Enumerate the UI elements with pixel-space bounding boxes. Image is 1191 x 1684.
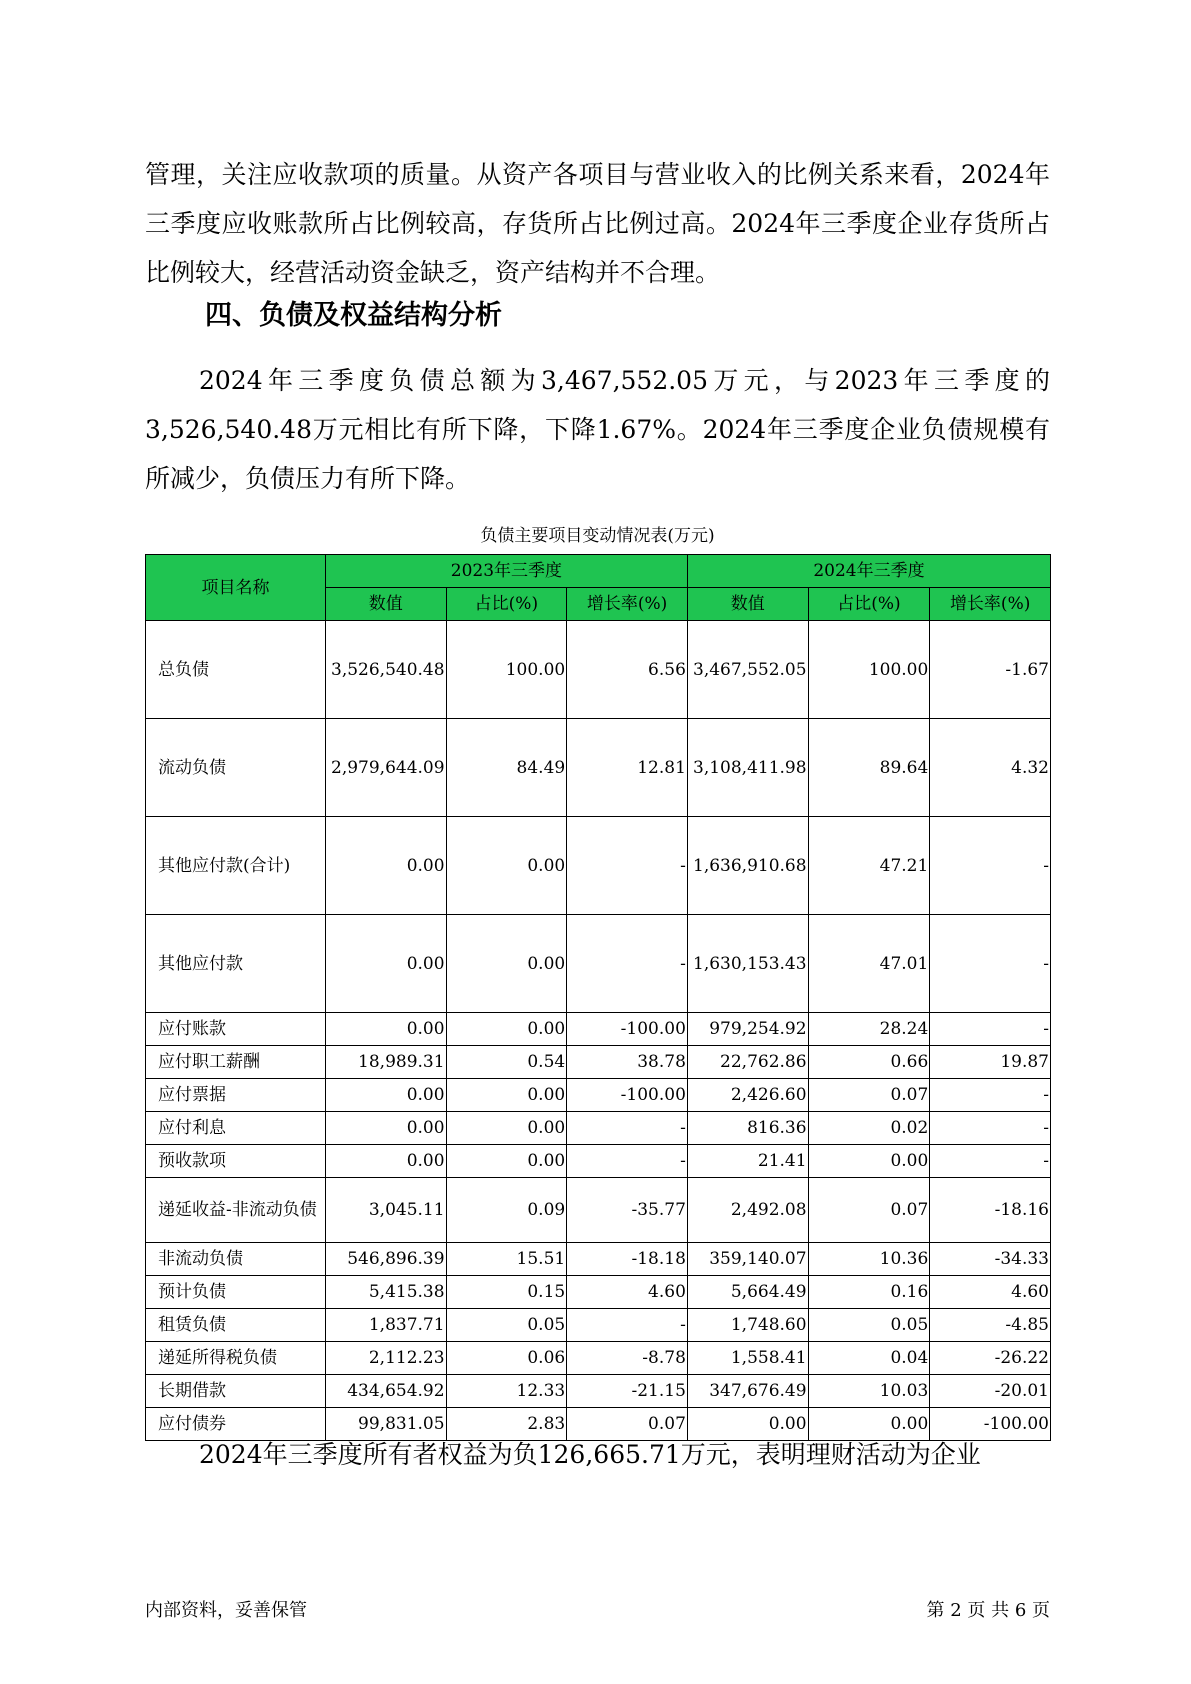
cell-v23: 0.00 — [325, 1079, 446, 1112]
cell-g24: -4.85 — [930, 1309, 1051, 1342]
table-row — [146, 1309, 1051, 1342]
table-row — [146, 1243, 1051, 1276]
cell-s23: 0.00 — [446, 1145, 567, 1178]
cell-g23: -100.00 — [567, 1079, 688, 1112]
cell-s23: 0.00 — [446, 915, 567, 1013]
cell-v23: 3,045.11 — [325, 1178, 446, 1243]
cell-v24: 3,467,552.05 — [687, 621, 808, 719]
cell-g23: 38.78 — [567, 1046, 688, 1079]
cell-g23: -21.15 — [567, 1375, 688, 1408]
cell-s23: 0.09 — [446, 1178, 567, 1243]
table-row — [146, 915, 1051, 1013]
cell-s23: 0.05 — [446, 1309, 567, 1342]
row-label: 其他应付款 — [146, 915, 326, 1013]
table-row — [146, 1178, 1051, 1243]
cell-g24: -34.33 — [930, 1243, 1051, 1276]
row-label: 长期借款 — [146, 1375, 326, 1408]
row-label: 应付账款 — [146, 1013, 326, 1046]
table-row — [146, 1079, 1051, 1112]
row-label: 流动负债 — [146, 719, 326, 817]
cell-g23: 6.56 — [567, 621, 688, 719]
header-share-2024: 占比(%) — [808, 588, 930, 621]
cell-v23: 18,989.31 — [325, 1046, 446, 1079]
cell-v24: 21.41 — [687, 1145, 808, 1178]
cell-s24: 0.16 — [808, 1276, 930, 1309]
cell-v23: 434,654.92 — [325, 1375, 446, 1408]
cell-g24: -26.22 — [930, 1342, 1051, 1375]
cell-s23: 84.49 — [446, 719, 567, 817]
cell-g23: -35.77 — [567, 1178, 688, 1243]
header-growth-2024: 增长率(%) — [930, 588, 1051, 621]
cell-v23: 3,526,540.48 — [325, 621, 446, 719]
body-paragraph-2: 2024年三季度负债总额为3,467,552.05万元，与2023年三季度的3,526,540.48万元相比有所下降，下降1.67%。2024年三季度企业负债规模有所减少，负债压力有所下降。 — [145, 366, 1050, 493]
cell-s23: 100.00 — [446, 621, 567, 719]
cell-v24: 1,558.41 — [687, 1342, 808, 1375]
cell-s24: 28.24 — [808, 1013, 930, 1046]
cell-g24: - — [930, 1145, 1051, 1178]
cell-g23: - — [567, 1309, 688, 1342]
section-heading: 四、负债及权益结构分析 — [205, 300, 502, 331]
cell-g24: 4.60 — [930, 1276, 1051, 1309]
table-caption: 负债主要项目变动情况表(万元) — [480, 526, 715, 546]
cell-s23: 0.00 — [446, 817, 567, 915]
cell-g24: 4.32 — [930, 719, 1051, 817]
row-label: 递延收益-非流动负债 — [146, 1178, 326, 1243]
row-label: 总负债 — [146, 621, 326, 719]
cell-v24: 3,108,411.98 — [687, 719, 808, 817]
table-row — [146, 1276, 1051, 1309]
cell-v24: 359,140.07 — [687, 1243, 808, 1276]
cell-v24: 5,664.49 — [687, 1276, 808, 1309]
cell-s23: 12.33 — [446, 1375, 567, 1408]
cell-v24: 347,676.49 — [687, 1375, 808, 1408]
cell-g24: 19.87 — [930, 1046, 1051, 1079]
table-row — [146, 1375, 1051, 1408]
row-label: 应付票据 — [146, 1079, 326, 1112]
row-label: 应付职工薪酬 — [146, 1046, 326, 1079]
cell-s24: 0.02 — [808, 1112, 930, 1145]
cell-v24: 22,762.86 — [687, 1046, 808, 1079]
cell-g23: 12.81 — [567, 719, 688, 817]
cell-g24: -100.00 — [930, 1408, 1051, 1441]
header-period-2024: 2024年三季度 — [687, 555, 1050, 588]
cell-s24: 0.07 — [808, 1178, 930, 1243]
cell-g23: - — [567, 1112, 688, 1145]
cell-v24: 0.00 — [687, 1408, 808, 1441]
cell-s24: 0.04 — [808, 1342, 930, 1375]
header-value-2024: 数值 — [687, 588, 808, 621]
cell-s23: 0.00 — [446, 1079, 567, 1112]
table-row — [146, 1342, 1051, 1375]
cell-v23: 546,896.39 — [325, 1243, 446, 1276]
cell-g23: - — [567, 817, 688, 915]
cell-g23: 4.60 — [567, 1276, 688, 1309]
cell-s24: 0.07 — [808, 1079, 930, 1112]
cell-s24: 10.03 — [808, 1375, 930, 1408]
cell-v24: 816.36 — [687, 1112, 808, 1145]
table-row — [146, 1013, 1051, 1046]
header-value-2023: 数值 — [325, 588, 446, 621]
row-label: 预计负债 — [146, 1276, 326, 1309]
cell-v23: 2,112.23 — [325, 1342, 446, 1375]
cell-g23: 0.07 — [567, 1408, 688, 1441]
liability-table — [145, 554, 1051, 1441]
cell-g24: - — [930, 1013, 1051, 1046]
cell-s24: 0.00 — [808, 1408, 930, 1441]
table-body — [146, 621, 1051, 1441]
cell-v23: 99,831.05 — [325, 1408, 446, 1441]
footer-note: 内部资料，妥善保管 — [145, 1600, 307, 1621]
row-label: 应付利息 — [146, 1112, 326, 1145]
row-label: 非流动负债 — [146, 1243, 326, 1276]
cell-v23: 1,837.71 — [325, 1309, 446, 1342]
cell-s23: 0.06 — [446, 1342, 567, 1375]
cell-v24: 2,426.60 — [687, 1079, 808, 1112]
cell-s23: 0.54 — [446, 1046, 567, 1079]
cell-v24: 2,492.08 — [687, 1178, 808, 1243]
table-row — [146, 621, 1051, 719]
row-label: 递延所得税负债 — [146, 1342, 326, 1375]
cell-s24: 0.00 — [808, 1145, 930, 1178]
row-label: 应付债券 — [146, 1408, 326, 1441]
body-paragraph-3: 2024年三季度所有者权益为负126,665.71万元，表明理财活动为企业 — [199, 1440, 981, 1469]
table-row — [146, 719, 1051, 817]
page-number: 第 2 页 共 6 页 — [926, 1600, 1050, 1621]
cell-v24: 1,748.60 — [687, 1309, 808, 1342]
header-period-2023: 2023年三季度 — [325, 555, 687, 588]
cell-v24: 1,630,153.43 — [687, 915, 808, 1013]
cell-v24: 1,636,910.68 — [687, 817, 808, 915]
cell-g24: -20.01 — [930, 1375, 1051, 1408]
cell-s24: 47.21 — [808, 817, 930, 915]
table-row — [146, 1046, 1051, 1079]
cell-g23: -100.00 — [567, 1013, 688, 1046]
cell-s24: 47.01 — [808, 915, 930, 1013]
body-paragraph-1: 管理，关注应收款项的质量。从资产各项目与营业收入的比例关系来看，2024年三季度应收账款所占比例较高，存货所占比例过高。2024年三季度企业存货所占比例较大，经营活动资金缺乏，资产结构并不合理。 — [145, 160, 1050, 287]
row-label: 预收款项 — [146, 1145, 326, 1178]
cell-g23: - — [567, 915, 688, 1013]
cell-v23: 5,415.38 — [325, 1276, 446, 1309]
cell-g24: - — [930, 1112, 1051, 1145]
header-growth-2023: 增长率(%) — [567, 588, 688, 621]
cell-s23: 0.00 — [446, 1013, 567, 1046]
cell-g23: - — [567, 1145, 688, 1178]
table-row — [146, 817, 1051, 915]
table-row — [146, 1145, 1051, 1178]
cell-s23: 2.83 — [446, 1408, 567, 1441]
cell-g24: - — [930, 915, 1051, 1013]
cell-s23: 0.00 — [446, 1112, 567, 1145]
cell-g23: -8.78 — [567, 1342, 688, 1375]
row-label: 其他应付款(合计) — [146, 817, 326, 915]
cell-s23: 0.15 — [446, 1276, 567, 1309]
header-item-name: 项目名称 — [146, 555, 326, 621]
cell-v23: 0.00 — [325, 915, 446, 1013]
cell-s24: 100.00 — [808, 621, 930, 719]
cell-g24: - — [930, 1079, 1051, 1112]
cell-g24: -1.67 — [930, 621, 1051, 719]
header-share-2023: 占比(%) — [446, 588, 567, 621]
cell-v23: 0.00 — [325, 1112, 446, 1145]
cell-v23: 0.00 — [325, 1145, 446, 1178]
cell-v23: 0.00 — [325, 1013, 446, 1046]
cell-v23: 2,979,644.09 — [325, 719, 446, 817]
cell-g23: -18.18 — [567, 1243, 688, 1276]
row-label: 租赁负债 — [146, 1309, 326, 1342]
cell-s24: 0.66 — [808, 1046, 930, 1079]
cell-g24: - — [930, 817, 1051, 915]
cell-s24: 89.64 — [808, 719, 930, 817]
cell-g24: -18.16 — [930, 1178, 1051, 1243]
table-row — [146, 1112, 1051, 1145]
cell-v24: 979,254.92 — [687, 1013, 808, 1046]
cell-s24: 0.05 — [808, 1309, 930, 1342]
cell-s24: 10.36 — [808, 1243, 930, 1276]
cell-v23: 0.00 — [325, 817, 446, 915]
cell-s23: 15.51 — [446, 1243, 567, 1276]
